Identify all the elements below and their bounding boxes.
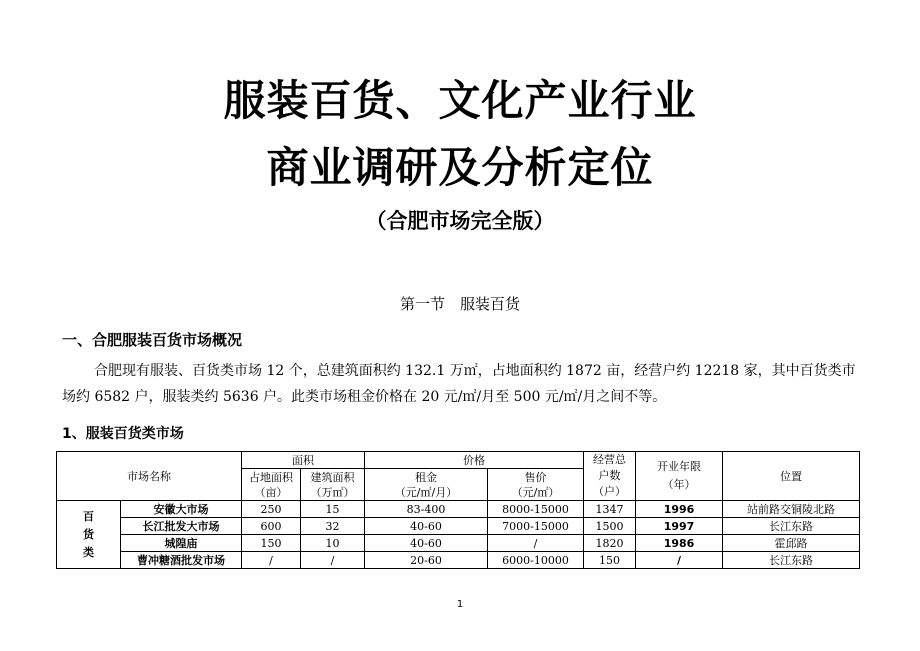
households-value: 1347 <box>584 501 636 518</box>
header-rent-unit: （元/㎡/月） <box>394 485 458 499</box>
sale-price-value: 7000-15000 <box>488 518 584 535</box>
rent-value: 83-400 <box>365 501 488 518</box>
header-build-area <box>301 469 365 501</box>
households-value: 1820 <box>584 535 636 552</box>
header-sale-price <box>488 469 584 501</box>
header-rent <box>365 469 488 501</box>
section-title: 第一节 服装百货 <box>399 295 520 313</box>
location-value: 站前路交铜陵北路 <box>723 501 860 518</box>
market-table <box>56 451 860 569</box>
header-open-year <box>636 452 723 501</box>
market-name: 安徽大市场 <box>121 501 242 518</box>
table-row <box>57 518 860 535</box>
header-sale-price-label: 售价 <box>524 470 547 484</box>
location-value: 长江东路 <box>723 552 860 569</box>
header-open-year-label: 开业年限（年） <box>657 460 701 491</box>
sale-price-value: / <box>488 535 584 552</box>
header-households-label: 经营总户数（户） <box>593 453 626 498</box>
market-name: 长江批发大市场 <box>121 518 242 535</box>
sale-price-value: 6000-10000 <box>488 552 584 569</box>
table-row <box>57 535 860 552</box>
heading-market-list: 1、服装百货类市场 <box>62 426 184 442</box>
category-cell <box>57 501 121 569</box>
rent-value: 40-60 <box>365 518 488 535</box>
land-area-value: 600 <box>242 518 301 535</box>
build-area-value: 10 <box>301 535 365 552</box>
table-row <box>57 501 860 518</box>
market-name: 曹冲糖酒批发市场 <box>121 552 242 569</box>
header-area: 面积 <box>242 452 365 469</box>
open-year-value: 1997 <box>636 518 723 535</box>
header-land-area-unit: （亩） <box>254 485 288 499</box>
households-value: 1500 <box>584 518 636 535</box>
page-number: 1 <box>456 599 464 610</box>
header-land-area <box>242 469 301 501</box>
build-area-value: 32 <box>301 518 365 535</box>
document-title-line-2: 商业调研及分析定位 <box>266 143 654 192</box>
build-area-value: / <box>301 552 365 569</box>
table-row <box>57 552 860 569</box>
header-build-area-label: 建筑面积 <box>310 470 355 484</box>
header-households <box>584 452 636 501</box>
land-area-value: 250 <box>242 501 301 518</box>
document-subtitle: （合肥市场完全版） <box>365 209 555 233</box>
location-value: 霍邱路 <box>723 535 860 552</box>
header-build-area-unit: （万㎡） <box>310 485 355 499</box>
header-sale-price-unit: （元/㎡） <box>511 485 560 499</box>
open-year-value: 1986 <box>636 535 723 552</box>
category-label: 百货类 <box>83 509 94 559</box>
header-location: 位置 <box>723 452 860 501</box>
open-year-value: 1996 <box>636 501 723 518</box>
header-market-name: 市场名称 <box>57 452 242 501</box>
rent-value: 20-60 <box>365 552 488 569</box>
land-area-value: / <box>242 552 301 569</box>
document-title-line-1: 服装百货、文化产业行业 <box>223 76 697 125</box>
market-name: 城隍庙 <box>121 535 242 552</box>
households-value: 150 <box>584 552 636 569</box>
location-value: 长江东路 <box>723 518 860 535</box>
header-price: 价格 <box>365 452 584 469</box>
rent-value: 40-60 <box>365 535 488 552</box>
sale-price-value: 8000-15000 <box>488 501 584 518</box>
open-year-value: / <box>636 552 723 569</box>
land-area-value: 150 <box>242 535 301 552</box>
header-rent-label: 租金 <box>415 470 437 484</box>
build-area-value: 15 <box>301 501 365 518</box>
header-land-area-label: 占地面积 <box>249 470 293 484</box>
heading-overview: 一、合肥服装百货市场概况 <box>62 331 243 349</box>
overview-paragraph: 合肥现有服装、百货类市场 12 个，总建筑面积约 132.1 万㎡，占地面积约 1872 亩，经营户约 12218 家，其中百货类市场约 6582 户，服装类约 5636 户。此类市场租金价格在 20 元/㎡/月至 500 元/㎡/月之间不等。 <box>62 363 856 405</box>
